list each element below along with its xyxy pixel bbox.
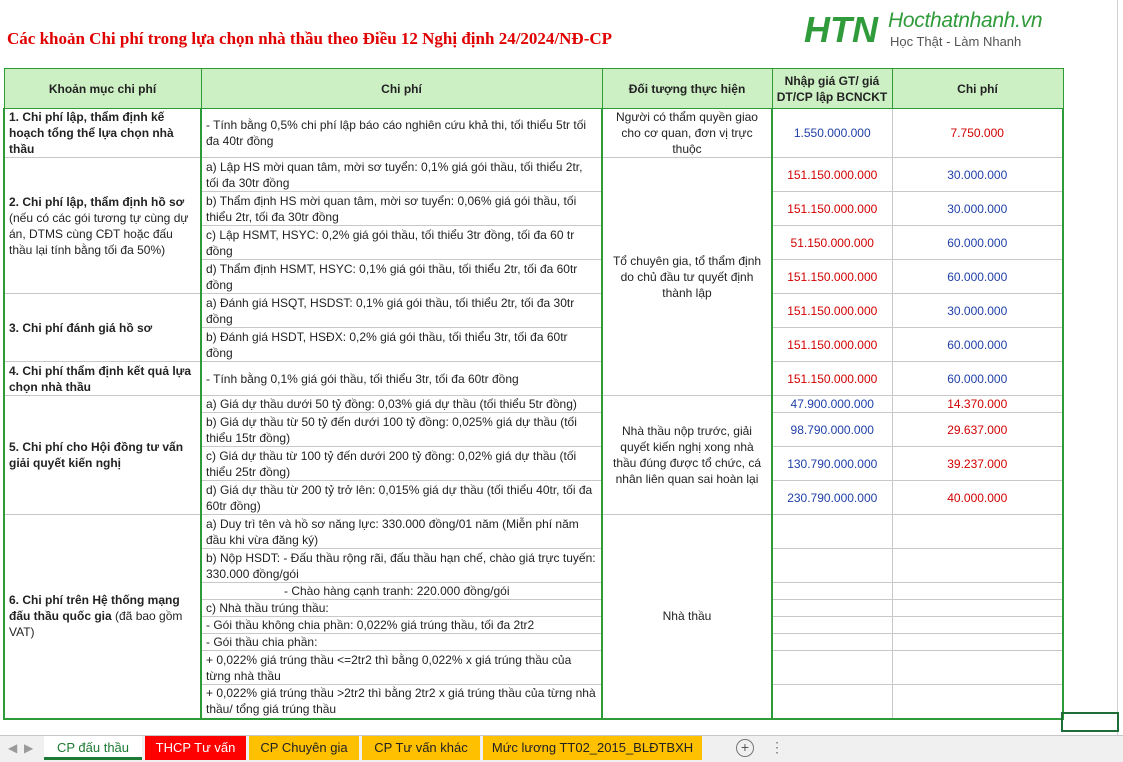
result-cell[interactable]: 60.000.000 bbox=[892, 226, 1063, 260]
result-cell[interactable] bbox=[892, 617, 1063, 634]
result-cell[interactable]: 39.237.000 bbox=[892, 447, 1063, 481]
cost-cell[interactable]: a) Đánh giá HSQT, HSDST: 0,1% giá gói thầu, tối thiểu 2tr, tối đa 30tr đồng bbox=[201, 294, 602, 328]
group-cell[interactable] bbox=[4, 515, 201, 719]
input-cell[interactable]: 151.150.000.000 bbox=[772, 362, 892, 396]
result-cell[interactable] bbox=[892, 515, 1063, 549]
table-row bbox=[4, 158, 1063, 192]
group-cell[interactable] bbox=[4, 396, 201, 515]
group-title: 5. Chi phí cho Hội đồng tư vấn giải quyết kiến nghị bbox=[9, 440, 184, 470]
logo-mark-icon bbox=[803, 10, 885, 50]
performer-cell[interactable]: Nhà thầu bbox=[602, 515, 772, 719]
sheet-tab-label: CP Chuyên gia bbox=[260, 740, 348, 755]
group-title: 1. Chi phí lập, thẩm định kế hoạch tổng thể lựa chọn nhà thầu bbox=[9, 110, 174, 156]
sheet-tab-label: THCP Tư vấn bbox=[155, 740, 236, 755]
cost-cell[interactable]: d) Thẩm định HSMT, HSYC: 0,1% giá gói thầu, tối thiểu 2tr, tối đa 60tr đồng bbox=[201, 260, 602, 294]
group-title: 3. Chi phí đánh giá hồ sơ bbox=[9, 320, 153, 335]
group-title: 6. Chi phí trên Hệ thống mạng đấu thầu quốc gia bbox=[9, 593, 180, 624]
chevron-left-icon[interactable]: ◀ bbox=[8, 741, 18, 755]
input-cell[interactable] bbox=[772, 617, 892, 634]
input-cell[interactable]: 151.150.000.000 bbox=[772, 260, 892, 294]
performer-cell[interactable]: Tổ chuyên gia, tổ thẩm định do chủ đầu tư quyết định thành lập bbox=[602, 158, 772, 396]
input-cell[interactable]: 151.150.000.000 bbox=[772, 294, 892, 328]
result-cell[interactable]: 30.000.000 bbox=[892, 192, 1063, 226]
input-cell[interactable]: 151.150.000.000 bbox=[772, 192, 892, 226]
result-cell[interactable] bbox=[892, 685, 1063, 719]
sheet-tab-label: Mức lương TT02_2015_BLĐTBXH bbox=[491, 740, 694, 755]
input-cell[interactable] bbox=[772, 651, 892, 685]
sheet-tab-cp-chuyen-gia[interactable] bbox=[249, 736, 359, 760]
logo-slogan: Học Thật - Làm Nhanh bbox=[890, 34, 1022, 49]
cost-cell[interactable]: a) Duy trì tên và hồ sơ năng lực: 330.000 đồng/01 năm (Miễn phí năm đầu khi vừa đăng ký) bbox=[201, 515, 602, 549]
result-cell[interactable]: 60.000.000 bbox=[892, 362, 1063, 396]
cost-cell[interactable]: c) Lập HSMT, HSYC: 0,2% giá gói thầu, tối thiểu 3tr đồng, tối đa 60 tr đồng bbox=[201, 226, 602, 260]
group-note: (nếu có các gói tương tự cùng dự án, DTMS cùng CĐT hoặc đấu thầu lại tính bằng tối đa 50%) bbox=[9, 210, 189, 257]
result-cell[interactable]: 60.000.000 bbox=[892, 328, 1063, 362]
cost-cell[interactable]: + 0,022% giá trúng thầu >2tr2 thì bằng 2tr2 x giá trúng thầu của từng nhà thầu/ tổng giá trúng thầu bbox=[201, 685, 602, 719]
logo-site-name: Hocthatnhanh.vn bbox=[888, 9, 1043, 32]
cost-cell[interactable]: b) Nộp HSDT: - Đấu thầu rộng rãi, đấu thầu hạn chế, chào giá trực tuyến: 330.000 đồng/gói bbox=[201, 549, 602, 583]
header-cost[interactable]: Chi phí bbox=[201, 69, 602, 109]
result-cell[interactable] bbox=[892, 600, 1063, 617]
active-cell-selection[interactable] bbox=[1061, 712, 1119, 732]
input-cell[interactable] bbox=[772, 515, 892, 549]
input-cell[interactable]: 51.150.000.000 bbox=[772, 226, 892, 260]
sheet-tab-cp-tu-van-khac[interactable] bbox=[362, 736, 480, 760]
chevron-right-icon[interactable]: ▶ bbox=[24, 741, 34, 755]
input-cell[interactable]: 151.150.000.000 bbox=[772, 158, 892, 192]
sheet-tab-thcp-tu-van[interactable] bbox=[145, 736, 246, 760]
cost-cell[interactable]: - Gói thầu chia phần: bbox=[201, 634, 602, 651]
header-row bbox=[4, 69, 1063, 109]
cost-cell[interactable]: b) Đánh giá HSDT, HSĐX: 0,2% giá gói thầu, tối thiểu 3tr, tối đa 60tr đồng bbox=[201, 328, 602, 362]
sheet-tab-label: CP đấu thầu bbox=[56, 740, 130, 755]
more-icon[interactable]: ⋮ bbox=[770, 739, 784, 755]
result-cell[interactable] bbox=[892, 651, 1063, 685]
result-cell[interactable]: 30.000.000 bbox=[892, 294, 1063, 328]
table-row bbox=[4, 109, 1063, 158]
sheet-tab-cp-dau-thau[interactable] bbox=[44, 736, 142, 760]
header-result[interactable]: Chi phí bbox=[892, 69, 1063, 109]
plus-circle-icon[interactable]: + bbox=[736, 739, 754, 757]
input-cell[interactable] bbox=[772, 583, 892, 600]
sheet-tab-muc-luong[interactable] bbox=[483, 736, 702, 760]
cost-cell[interactable]: a) Lập HS mời quan tâm, mời sơ tuyển: 0,1% giá gói thầu, tối thiểu 2tr, tối đa 30tr đồng bbox=[201, 158, 602, 192]
input-cell[interactable]: 47.900.000.000 bbox=[772, 396, 892, 413]
performer-cell[interactable]: Nhà thầu nộp trước, giải quyết kiến nghị xong nhà thầu đúng được tổ chức, cá nhân liên quan sai hoàn lại bbox=[602, 396, 772, 515]
input-cell[interactable]: 130.790.000.000 bbox=[772, 447, 892, 481]
table-row bbox=[4, 294, 1063, 328]
result-cell[interactable]: 30.000.000 bbox=[892, 158, 1063, 192]
logo-letters: HTN bbox=[804, 10, 878, 50]
column-divider bbox=[1117, 0, 1118, 735]
result-cell[interactable]: 14.370.000 bbox=[892, 396, 1063, 413]
cost-cell[interactable]: c) Nhà thầu trúng thầu: bbox=[201, 600, 602, 617]
cost-cell[interactable]: + 0,022% giá trúng thầu <=2tr2 thì bằng 0,022% x giá trúng thầu của từng nhà thầu bbox=[201, 651, 602, 685]
sheet-tab-label: CP Tư vấn khác bbox=[374, 740, 468, 755]
group-title: 4. Chi phí thẩm định kết quả lựa chọn nhà thầu bbox=[9, 363, 192, 394]
input-cell[interactable]: 98.790.000.000 bbox=[772, 413, 892, 447]
cost-cell[interactable]: b) Giá dự thầu từ 50 tỷ đến dưới 100 tỷ đồng: 0,025% giá dự thầu (tối thiểu 15tr đồng) bbox=[201, 413, 602, 447]
cost-cell[interactable]: - Gói thầu không chia phần: 0,022% giá trúng thầu, tối đa 2tr2 bbox=[201, 617, 602, 634]
group-cell[interactable] bbox=[4, 294, 201, 362]
input-cell[interactable]: 230.790.000.000 bbox=[772, 481, 892, 515]
result-cell[interactable] bbox=[892, 549, 1063, 583]
group-cell[interactable] bbox=[4, 158, 201, 294]
input-cell[interactable]: 151.150.000.000 bbox=[772, 328, 892, 362]
cost-cell[interactable]: - Tính bằng 0,1% giá gói thầu, tối thiểu 3tr, tối đa 60tr đồng bbox=[201, 362, 602, 396]
group-cell[interactable] bbox=[4, 109, 201, 158]
result-cell[interactable]: 29.637.000 bbox=[892, 413, 1063, 447]
group-note: (đã bao gồm VAT) bbox=[9, 609, 183, 640]
group-title: 2. Chi phí lập, thẩm định hồ sơ bbox=[9, 194, 185, 209]
table-row bbox=[4, 362, 1063, 396]
result-cell[interactable]: 60.000.000 bbox=[892, 260, 1063, 294]
header-category[interactable]: Khoản mục chi phí bbox=[4, 69, 201, 109]
cost-table bbox=[3, 68, 1064, 720]
performer-cell[interactable]: Người có thẩm quyền giao cho cơ quan, đơn vị trực thuộc bbox=[602, 109, 772, 158]
header-input[interactable]: Nhập giá GT/ giá DT/CP lập BCNCKT bbox=[772, 69, 892, 109]
table-row bbox=[4, 396, 1063, 413]
group-cell[interactable] bbox=[4, 362, 201, 396]
input-cell[interactable] bbox=[772, 685, 892, 719]
result-cell[interactable] bbox=[892, 634, 1063, 651]
result-cell[interactable]: 40.000.000 bbox=[892, 481, 1063, 515]
header-performer[interactable]: Đối tượng thực hiện bbox=[602, 69, 772, 109]
cost-cell[interactable]: - Tính bằng 0,5% chi phí lập báo cáo nghiên cứu khả thi, tối thiểu 5tr tối đa 40tr đồng bbox=[201, 109, 602, 158]
cost-cell[interactable]: d) Giá dự thầu từ 200 tỷ trở lên: 0,015% giá dự thầu (tối thiểu 40tr, tối đa 60tr đồng) bbox=[201, 481, 602, 515]
input-cell[interactable]: 1.550.000.000 bbox=[772, 109, 892, 158]
result-cell[interactable] bbox=[892, 583, 1063, 600]
result-cell[interactable]: 7.750.000 bbox=[892, 109, 1063, 158]
table-row bbox=[4, 515, 1063, 549]
cost-cell[interactable]: - Chào hàng cạnh tranh: 220.000 đồng/gói bbox=[201, 583, 602, 600]
input-cell[interactable] bbox=[772, 634, 892, 651]
sheet-tab-bar bbox=[0, 735, 1123, 762]
input-cell[interactable] bbox=[772, 600, 892, 617]
logo bbox=[803, 8, 1043, 52]
cost-cell[interactable]: a) Giá dự thầu dưới 50 tỷ đồng: 0,03% giá dự thầu (tối thiểu 5tr đồng) bbox=[201, 396, 602, 413]
cost-cell[interactable]: b) Thẩm định HS mời quan tâm, mời sơ tuyển: 0,06% giá gói thầu, tối thiểu 2tr, tối đa 30tr đồng bbox=[201, 192, 602, 226]
cost-cell[interactable]: c) Giá dự thầu từ 100 tỷ đến dưới 200 tỷ đồng: 0,02% giá dự thầu (tối thiểu 25tr đồng) bbox=[201, 447, 602, 481]
sheet-title: Các khoản Chi phí trong lựa chọn nhà thầu theo Điều 12 Nghị định 24/2024/NĐ-CP bbox=[7, 29, 613, 48]
input-cell[interactable] bbox=[772, 549, 892, 583]
